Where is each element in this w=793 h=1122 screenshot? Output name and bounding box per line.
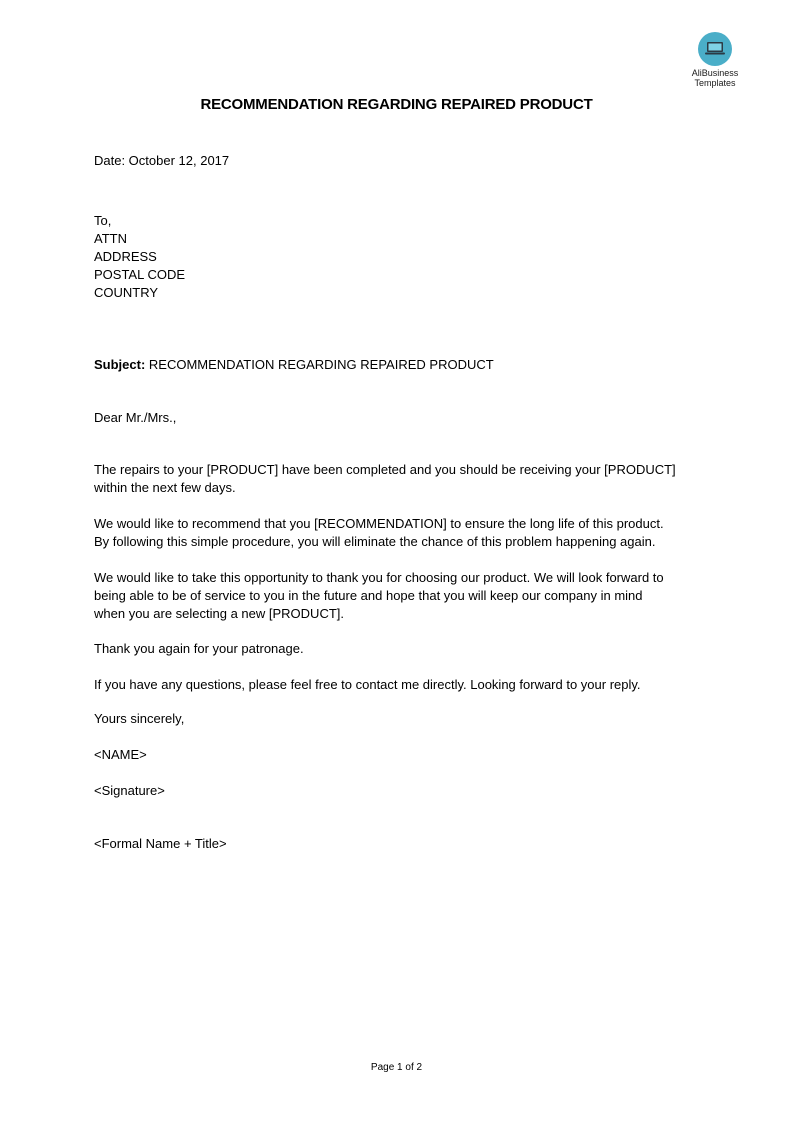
paragraph-line: The repairs to your [PRODUCT] have been completed and you should be receiving your [PRODUCT] — [94, 462, 676, 477]
address-line: ADDRESS — [94, 249, 157, 264]
recipient-address — [94, 212, 185, 302]
letter-date: Date: October 12, 2017 — [94, 153, 230, 168]
subject-text: RECOMMENDATION REGARDING REPAIRED PRODUCT — [145, 357, 494, 372]
paragraph-line: We would like to take this opportunity to thank you for choosing our product. We will look forward to — [94, 570, 664, 585]
paragraph-line: By following this simple procedure, you will eliminate the chance of this problem happening again. — [94, 534, 656, 549]
sender-name: <NAME> — [94, 747, 147, 762]
company-logo — [684, 32, 746, 88]
paragraph-1 — [94, 461, 676, 497]
paragraph-2 — [94, 515, 664, 551]
signature-placeholder: <Signature> — [94, 783, 165, 798]
subject-line — [94, 356, 494, 374]
closing: Yours sincerely, — [94, 711, 185, 726]
logo-text-line1: AliBusiness — [691, 68, 739, 78]
paragraph-line: when you are selecting a new [PRODUCT]. — [94, 606, 344, 621]
subject-label: Subject: — [94, 357, 146, 372]
document-title: RECOMMENDATION REGARDING REPAIRED PRODUCT — [200, 96, 593, 113]
address-to: To, — [94, 213, 112, 228]
logo-circle — [698, 32, 732, 66]
laptop-icon — [704, 40, 726, 58]
formal-name-title: <Formal Name + Title> — [94, 836, 227, 851]
paragraph-line: We would like to recommend that you [RECOMMENDATION] to ensure the long life of this product. — [94, 516, 664, 531]
paragraph-5: If you have any questions, please feel free to contact me directly. Looking forward to your reply. — [94, 677, 641, 692]
salutation: Dear Mr./Mrs., — [94, 410, 177, 425]
paragraph-line: within the next few days. — [94, 480, 236, 495]
paragraph-line: being able to be of service to you in the future and hope that you will keep our company in mind — [94, 588, 643, 603]
paragraph-4: Thank you again for your patronage. — [94, 641, 304, 656]
page-number: Page 1 of 2 — [370, 1062, 423, 1073]
logo-text-line2: Templates — [694, 78, 736, 88]
paragraph-3 — [94, 569, 664, 623]
address-postal-code: POSTAL CODE — [94, 267, 186, 282]
address-attn: ATTN — [94, 231, 127, 246]
address-country: COUNTRY — [94, 285, 159, 300]
